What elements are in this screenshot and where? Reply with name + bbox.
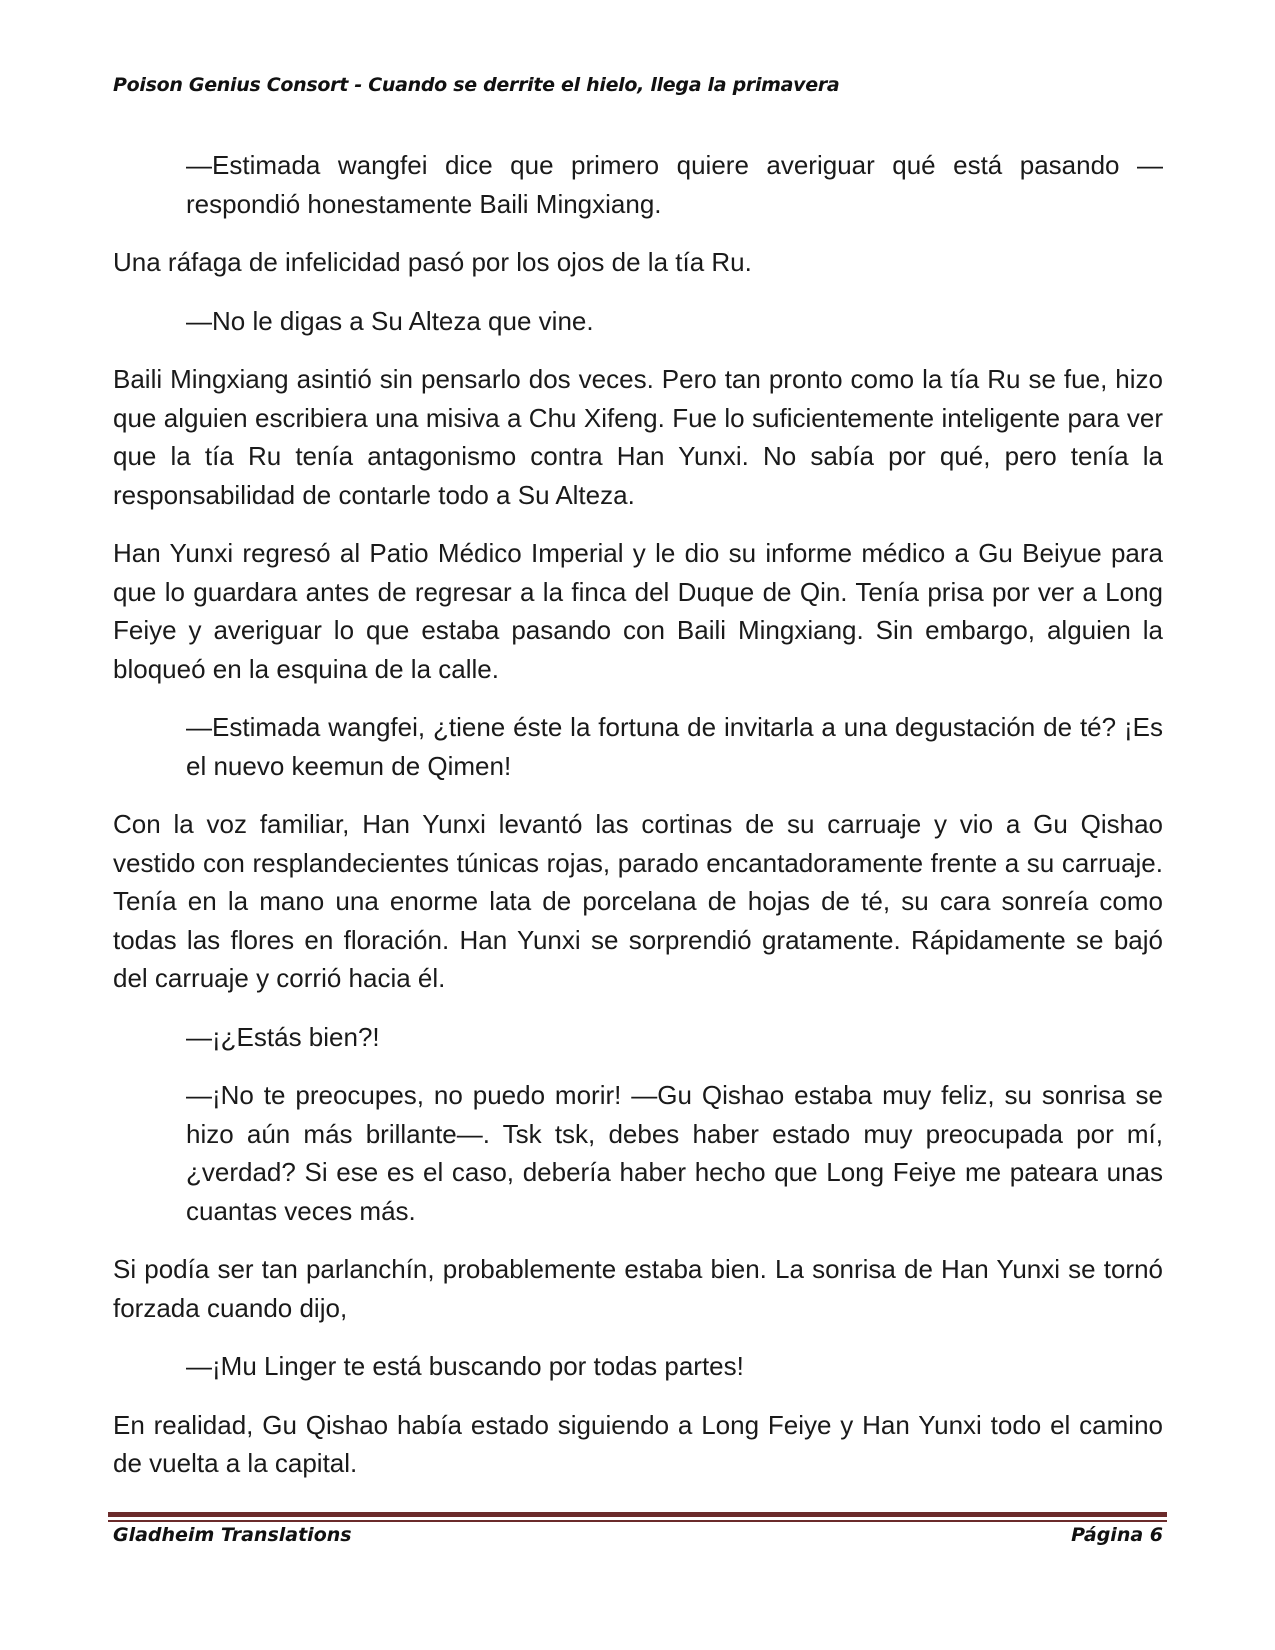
- dialogue-paragraph: —No le digas a Su Alteza que vine.: [186, 305, 594, 336]
- narration-paragraph: Si podía ser tan parlanchín, probablemente estaba bien. La sonrisa de Han Yunxi se tornó forzada cuando dijo,: [113, 1254, 1163, 1323]
- dialogue-paragraph: —Estimada wangfei dice que primero quiere averiguar qué está pasando —respondió honestamente Baili Mingxiang.: [186, 150, 1163, 219]
- page-header: Poison Genius Consort - Cuando se derrite el hielo, llega la primavera: [113, 74, 840, 96]
- narration-paragraph: Baili Mingxiang asintió sin pensarlo dos veces. Pero tan pronto como la tía Ru se fue, hizo que alguien escribiera una misiva a Chu Xifeng. Fue lo suficientemente inteligente para ver que la tía Ru tenía antagonismo contra Han Yunxi. No sabía por qué, pero tenía la responsabilidad de contarle todo a Su Alteza.: [113, 364, 1163, 510]
- narration-paragraph: Han Yunxi regresó al Patio Médico Imperial y le dio su informe médico a Gu Beiyue para que lo guardara antes de regresar a la finca del Duque de Qin. Tenía prisa por ver a Long Feiye y averiguar lo que estaba pasando con Baili Mingxiang. Sin embargo, alguien la bloqueó en la esquina de la calle.: [113, 538, 1163, 684]
- page-number: Página 6: [1071, 1524, 1163, 1546]
- dialogue-paragraph: —Estimada wangfei, ¿tiene éste la fortuna de invitarla a una degustación de té? ¡Es el nuevo keemun de Qimen!: [186, 712, 1163, 781]
- page-footer: [113, 1524, 1163, 1546]
- dialogue-paragraph: —¡¿Estás bien?!: [186, 1021, 380, 1052]
- narration-paragraph: En realidad, Gu Qishao había estado siguiendo a Long Feiye y Han Yunxi todo el camino de vuelta a la capital.: [113, 1409, 1163, 1478]
- document-body: [113, 146, 1163, 1503]
- footer-divider-thin: [108, 1520, 1167, 1522]
- footer-divider-thick: [108, 1512, 1167, 1517]
- dialogue-paragraph: —¡Mu Linger te está buscando por todas partes!: [186, 1351, 744, 1381]
- footer-publisher: Gladheim Translations: [113, 1524, 352, 1546]
- narration-paragraph: Una ráfaga de infelicidad pasó por los ojos de la tía Ru.: [113, 247, 752, 277]
- narration-paragraph: Con la voz familiar, Han Yunxi levantó las cortinas de su carruaje y vio a Gu Qishao vestido con resplandecientes túnicas rojas, parado encantadoramente frente a su carruaje. Tenía en la mano una enorme lata de porcelana de hojas de té, su cara sonreía como todas las flores en floración. Han Yunxi se sorprendió gratamente. Rápidamente se bajó del carruaje y corrió hacia él.: [113, 809, 1163, 993]
- dialogue-paragraph: —¡No te preocupes, no puedo morir! —Gu Qishao estaba muy feliz, su sonrisa se hizo aún más brillante—. Tsk tsk, debes haber estado muy preocupada por mí, ¿verdad? Si ese es el caso, debería haber hecho que Long Feiye me pateara unas cuantas veces más.: [186, 1080, 1163, 1226]
